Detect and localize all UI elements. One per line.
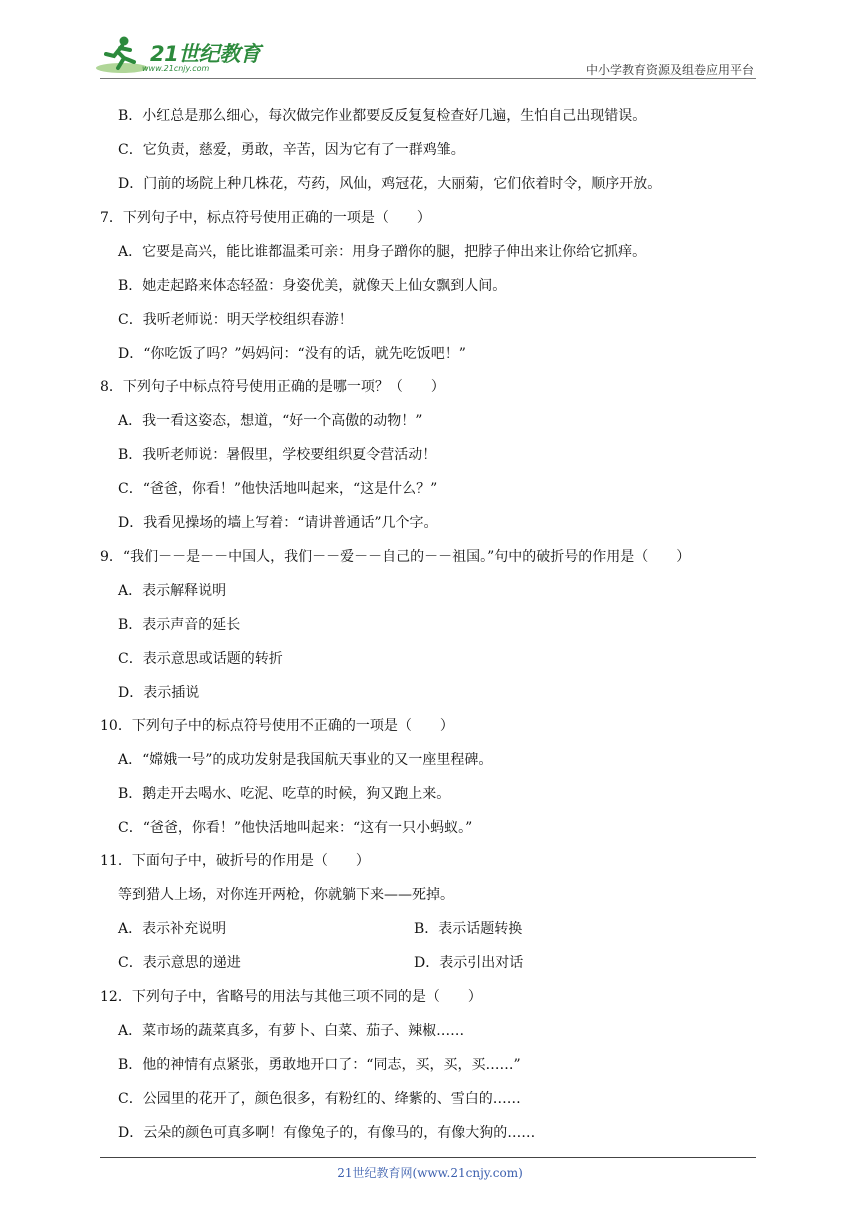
site-logo[interactable]: [94, 34, 264, 78]
option-6d: D．门前的场院上种几株花，芍药，风仙，鸡冠花，大丽菊，它们依着时令，顺序开放。: [118, 176, 662, 192]
logo-url: www.21cnjy.com: [142, 64, 210, 73]
option-10a: A．“嫦娥一号”的成功发射是我国航天事业的又一座里程碑。: [118, 752, 493, 768]
option-12d: D．云朵的颜色可真多啊！有像兔子的，有像马的，有像大狗的……: [118, 1125, 536, 1141]
option-6b: B．小红总是那么细心，每次做完作业都要反反复复检查好几遍，生怕自己出现错误。: [118, 108, 647, 124]
option-8d: D．我看见操场的墙上写着：“请讲普通话”几个字。: [118, 515, 438, 531]
option-9a: A．表示解释说明: [118, 583, 227, 599]
option-11b: B．表示话题转换: [414, 921, 523, 937]
option-8c: C．“爸爸，你看！”他快活地叫起来，“这是什么？”: [118, 481, 438, 497]
question-11: 11．下面句子中，破折号的作用是（ ）: [100, 853, 370, 869]
option-12b: B．他的神情有点紧张，勇敢地开口了：“同志，买，买，买……”: [118, 1057, 521, 1073]
option-12c: C．公园里的花开了，颜色很多，有粉红的、绛紫的、雪白的……: [118, 1091, 521, 1107]
platform-title: 中小学教育资源及组卷应用平台: [585, 63, 754, 77]
option-8a: A．我一看这姿态，想道，“好一个高傲的动物！”: [118, 413, 423, 429]
option-12a: A．菜市场的蔬菜真多，有萝卜、白菜、茄子、辣椒……: [118, 1023, 465, 1039]
option-9b: B．表示声音的延长: [118, 617, 241, 633]
question-11-sentence: 等到猎人上场，对你连开两枪，你就躺下来——死掉。: [118, 887, 454, 903]
page-header: [0, 0, 860, 80]
option-11c: C．表示意思的递进: [118, 955, 241, 971]
question-9: 9．“我们－－是－－中国人，我们－－爱－－自己的－－祖国。”句中的破折号的作用是（ ）: [100, 549, 691, 565]
logo-text: 21世纪教育: [150, 42, 261, 66]
option-11a: A．表示补充说明: [118, 921, 227, 937]
option-10b: B．鹅走开去喝水、吃泥、吃草的时候，狗又跑上来。: [118, 786, 451, 802]
question-7: 7．下列句子中，标点符号使用正确的一项是（ ）: [100, 210, 431, 226]
footer-divider: [100, 1157, 756, 1158]
option-9c: C．表示意思或话题的转折: [118, 651, 283, 667]
option-7d: D．“你吃饭了吗？”妈妈问：“没有的话，就先吃饭吧！”: [118, 346, 466, 362]
option-11d: D．表示引出对话: [414, 955, 524, 971]
option-7c: C．我听老师说：明天学校组织春游！: [118, 312, 353, 328]
header-divider: [100, 78, 756, 79]
option-8b: B．我听老师说：暑假里，学校要组织夏令营活动！: [118, 447, 437, 463]
option-6c: C．它负责，慈爱，勇敢，辛苦，因为它有了一群鸡雏。: [118, 142, 465, 158]
option-7a: A．它要是高兴，能比谁都温柔可亲：用身子蹭你的腿，把脖子伸出来让你给它抓痒。: [118, 244, 647, 260]
question-12: 12．下列句子中，省略号的用法与其他三项不同的是（ ）: [100, 989, 482, 1005]
footer-link[interactable]: 21世纪教育网(www.21cnjy.com): [337, 1166, 523, 1180]
question-8: 8．下列句子中标点符号使用正确的是哪一项？（ ）: [100, 379, 445, 395]
option-9d: D．表示插说: [118, 685, 200, 701]
option-10c: C．“爸爸，你看！”他快活地叫起来：“这有一只小蚂蚁。”: [118, 820, 473, 836]
option-7b: B．她走起路来体态轻盈：身姿优美，就像天上仙女飘到人间。: [118, 278, 507, 294]
question-10: 10．下列句子中的标点符号使用不正确的一项是（ ）: [100, 718, 454, 734]
